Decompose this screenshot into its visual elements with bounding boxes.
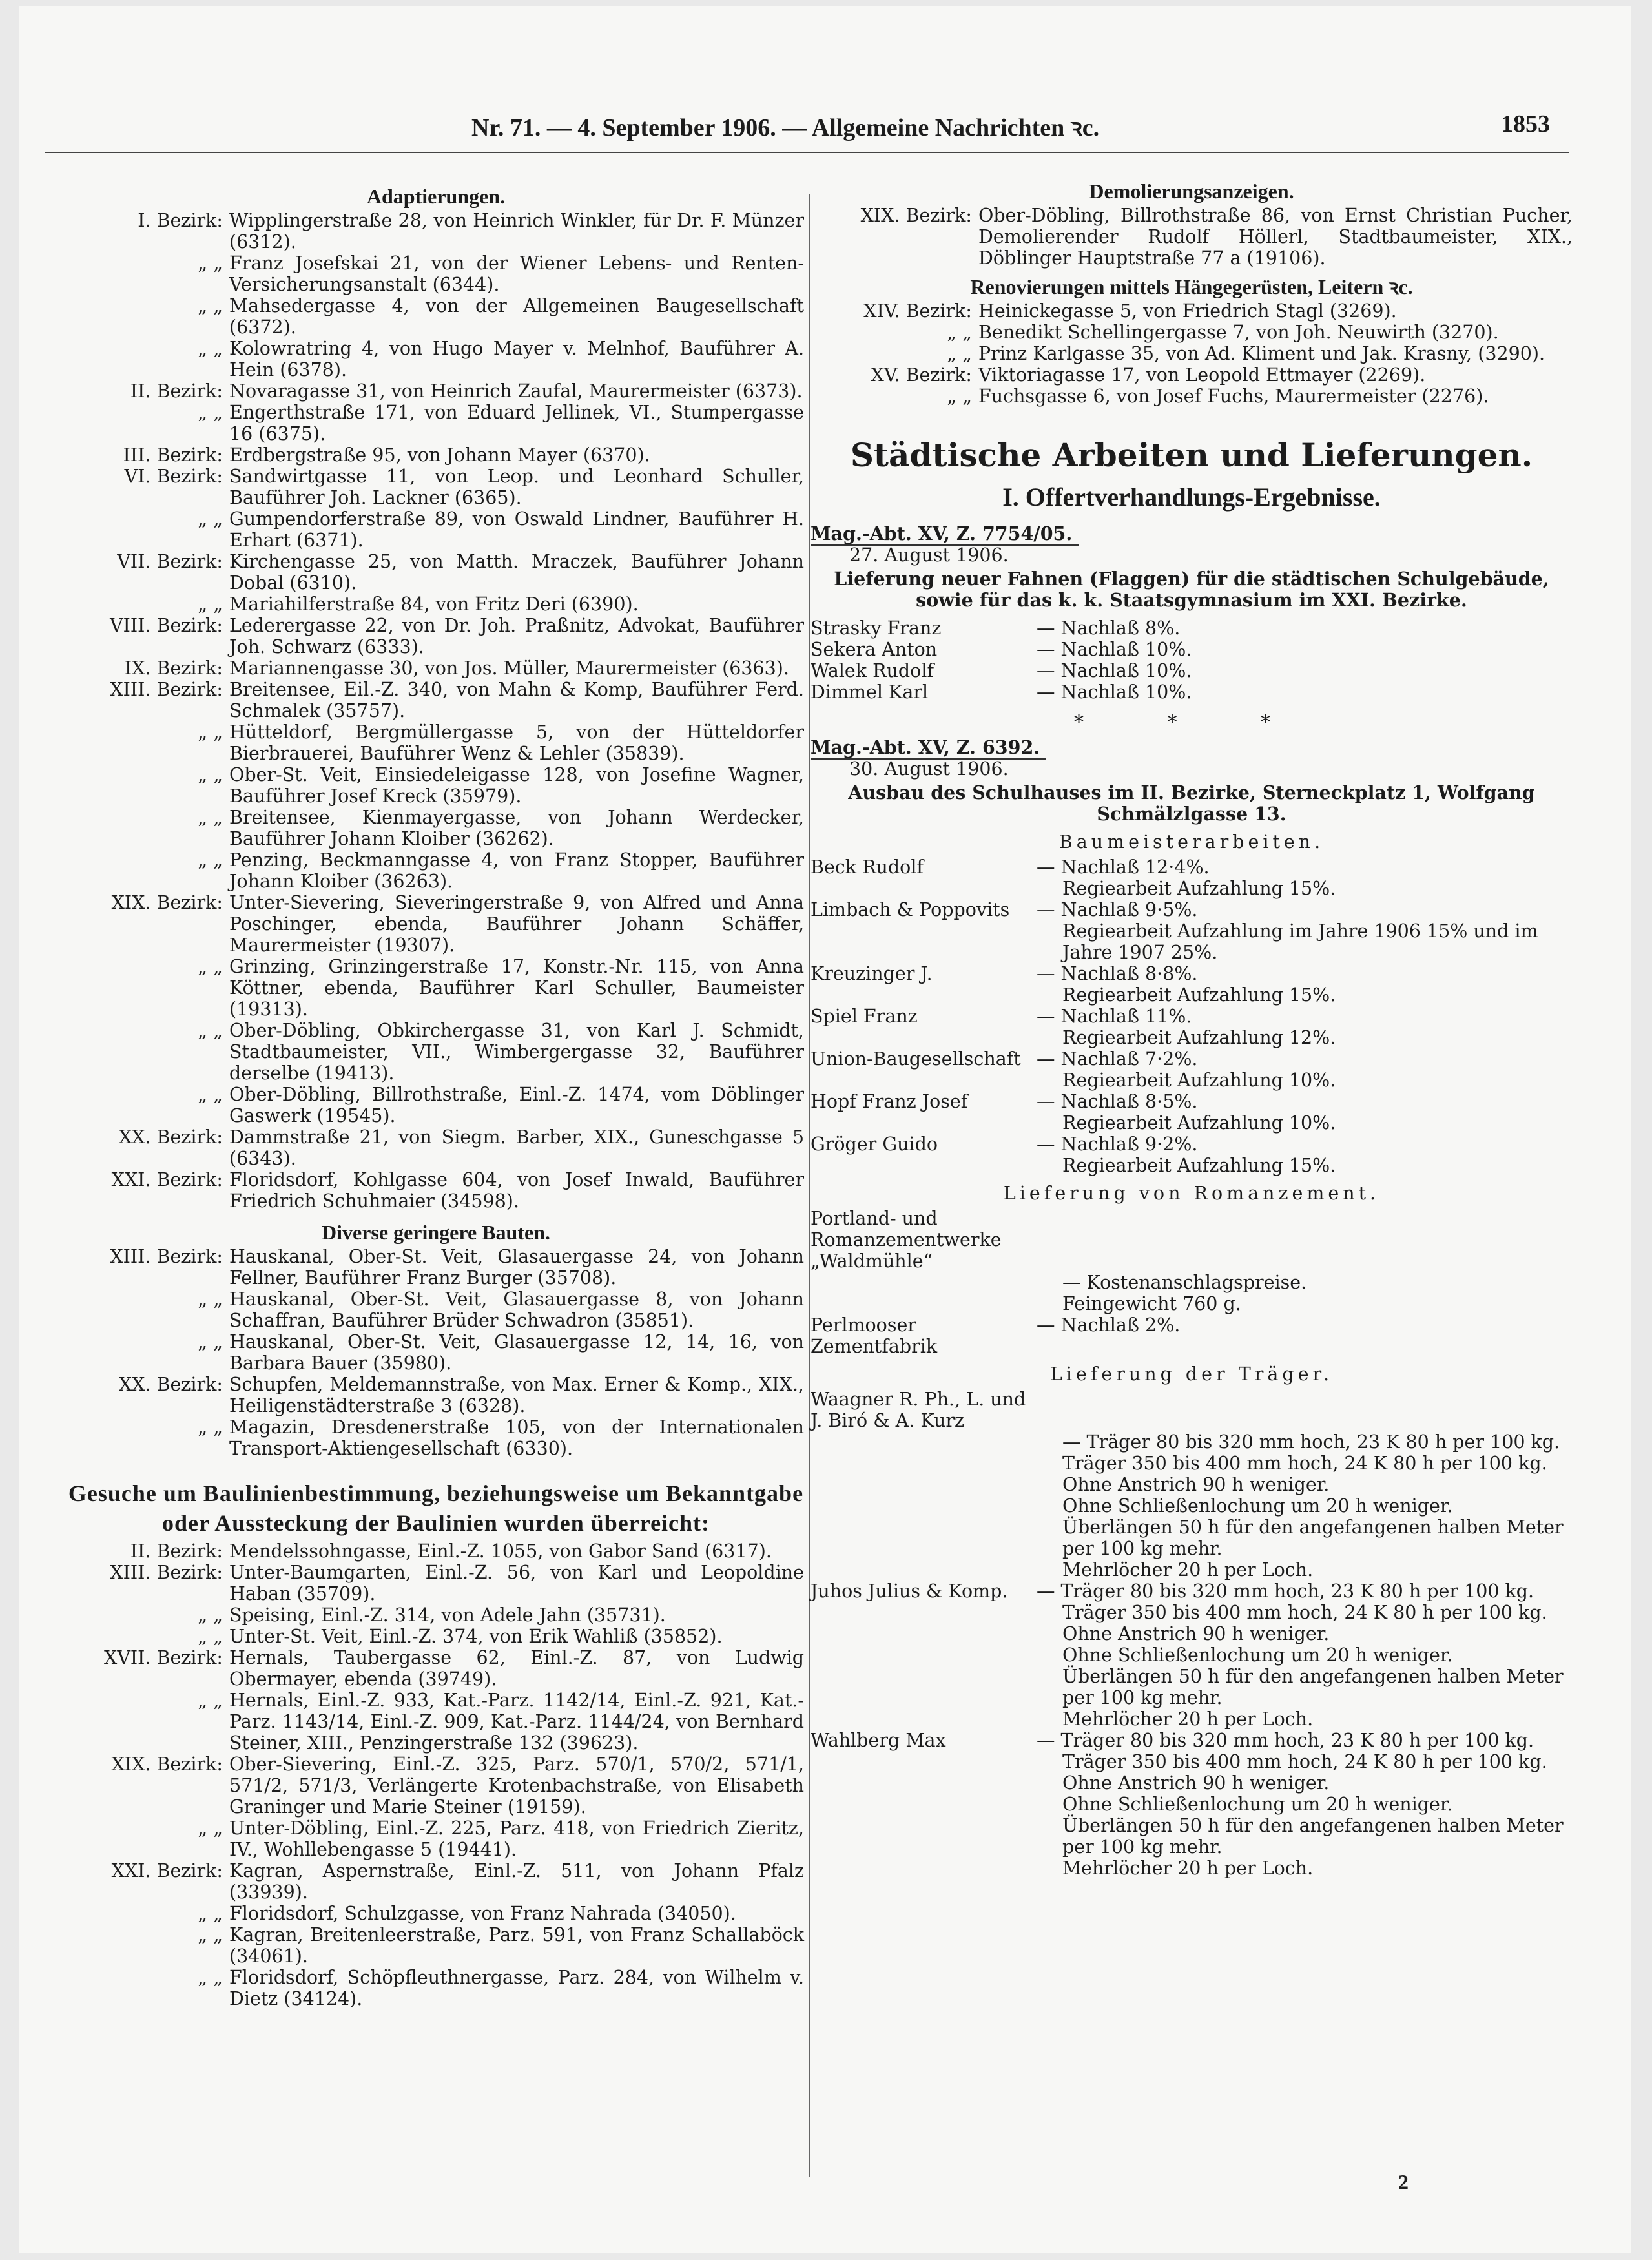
bidder-name: Dimmel Karl <box>811 681 929 703</box>
bidder-name: Perlmooser Zementfabrik <box>811 1314 938 1357</box>
entry-text: Floridsdorf, Schöpfleuthnergasse, Parz. 284, von Wilhelm v. Dietz (34124). <box>229 1967 804 2009</box>
bid-detail: Ohne Anstrich 90 h weniger. <box>1062 1623 1330 1644</box>
bid-value <box>1037 1208 1573 1272</box>
bidder-row <box>811 1208 1573 1272</box>
bidder-row <box>811 660 1573 681</box>
entry-text: Unter-St. Veit, Einl.-Z. 374, von Erik Wahliß (35852). <box>229 1626 723 1647</box>
reference-1-text: Mag.-Abt. XV, Z. 7754/05. <box>811 523 1079 546</box>
subject-1: Lieferung neuer Fahnen (Flaggen) für die städtischen Schulgebäude, sowie für das k. k. Staatsgymnasium im XXI. Bezirke. <box>834 568 1549 611</box>
district-label: XX. Bezirk: <box>118 1126 223 1148</box>
bid-detail: — Träger 80 bis 320 mm hoch, 23 K 80 h per 100 kg. <box>1062 1431 1560 1453</box>
entry-row <box>68 1626 804 1647</box>
bid-detail: Regiearbeit Aufzahlung 15%. <box>1062 1155 1336 1176</box>
entry-text: Franz Josefskai 21, von der Wiener Lebens- und Renten-Versicherungsanstalt (6344). <box>229 253 804 295</box>
district-label: XXI. Bezirk: <box>111 1169 223 1190</box>
entry-text: Hernals, Taubergasse 62, Einl.-Z. 87, von Ludwig Obermayer, ebenda (39749). <box>229 1647 804 1690</box>
district-label: „ „ <box>198 1020 223 1041</box>
entry-text: Dammstraße 21, von Siegm. Barber, XIX., Guneschgasse 5 (6343). <box>229 1126 804 1169</box>
bidder-row <box>811 856 1573 878</box>
district-label: XV. Bezirk: <box>871 364 972 386</box>
header-title: Nr. 71. — 4. September 1906. — Allgemeine Nachrichten ꝛc. <box>471 114 1100 141</box>
bids-1-list <box>811 617 1573 703</box>
entry-text: Ober-Döbling, Billrothstraße, Einl.-Z. 1474, vom Döblinger Gaswerk (19545). <box>229 1084 804 1126</box>
right-column <box>811 180 1573 1879</box>
entry-text: Ober-St. Veit, Einsiedeleigasse 128, von Josefine Wagner, Bauführer Josef Kreck (35979). <box>229 764 804 807</box>
entry-text: Erdbergstraße 95, von Johann Mayer (6370). <box>229 444 650 466</box>
district-label: XXI. Bezirk: <box>111 1860 223 1882</box>
entry-row <box>68 892 804 956</box>
entry-row <box>68 508 804 551</box>
bid-detail: Ohne Schließenlochung um 20 h weniger. <box>1062 1794 1453 1815</box>
entry-row <box>68 1604 804 1626</box>
district-label: „ „ <box>198 508 223 530</box>
entry-row <box>68 466 804 508</box>
bidder-row <box>811 617 1573 639</box>
bid-detail: Regiearbeit Aufzahlung 12%. <box>1062 1027 1336 1048</box>
entry-row <box>811 300 1573 322</box>
bid-value: — Nachlaß 10%. <box>1037 639 1192 660</box>
bidder-name: Hopf Franz Josef <box>811 1091 968 1112</box>
bidder-name: Limbach & Poppovits <box>811 899 1010 920</box>
entry-row <box>811 386 1573 407</box>
separator-stars: * * * <box>1073 711 1310 734</box>
entry-text: Kolowratring 4, von Hugo Mayer v. Melnhof, Bauführer A. Hein (6378). <box>229 338 804 380</box>
bid-detail: Ohne Anstrich 90 h weniger. <box>1062 1772 1330 1794</box>
district-label: „ „ <box>198 1331 223 1353</box>
bidder-row <box>811 1091 1573 1112</box>
bidder-name: Beck Rudolf <box>811 856 924 878</box>
entry-row <box>68 402 804 444</box>
bid-value: — Nachlaß 10%. <box>1037 660 1192 681</box>
bid-value: — Nachlaß 8%. <box>1037 617 1181 639</box>
bid-detail: Mehrlöcher 20 h per Loch. <box>1062 1708 1314 1730</box>
entry-row <box>68 1126 804 1169</box>
traeger-list <box>811 1389 1573 1879</box>
bid-detail: Regiearbeit Aufzahlung 10%. <box>1062 1070 1336 1091</box>
district-label: VIII. Bezirk: <box>110 615 223 636</box>
district-label: „ „ <box>198 1903 223 1924</box>
entry-text: Ober-Sievering, Einl.-Z. 325, Parz. 570/1, 570/2, 571/1, 571/2, 571/3, Verlängerte Krotenbachstraße, von Elisabeth Graninger und Marie Steiner (19159). <box>229 1754 804 1818</box>
bidder-row <box>811 1006 1573 1027</box>
romanzement-list <box>811 1208 1573 1357</box>
section-title-adaptierungen: Adaptierungen. <box>366 185 506 208</box>
entry-text: Schupfen, Meldemannstraße, von Max. Erner & Komp., XIX., Heiligenstädterstraße 3 (6328). <box>229 1374 804 1416</box>
district-label: „ „ <box>198 402 223 423</box>
entry-row <box>68 1647 804 1690</box>
adaptierungen-list <box>68 210 804 1212</box>
entry-row <box>68 210 804 253</box>
entry-row <box>68 1967 804 2009</box>
bid-detail: Regiearbeit Aufzahlung 10%. <box>1062 1112 1336 1134</box>
bid-value: — Nachlaß 11%. <box>1037 1006 1192 1027</box>
bid-detail: Überlängen 50 h für den angefangenen halben Meter per 100 kg mehr. <box>1062 1815 1564 1858</box>
header-rule <box>45 152 1569 161</box>
bid-detail: Ohne Schließenlochung um 20 h weniger. <box>1062 1495 1453 1517</box>
district-label: „ „ <box>198 1416 223 1438</box>
entry-text: Floridsdorf, Schulzgasse, von Franz Nahrada (34050). <box>229 1903 736 1924</box>
bidder-name: Spiel Franz <box>811 1006 918 1027</box>
bidder-row <box>811 963 1573 984</box>
bid-detail: Träger 350 bis 400 mm hoch, 24 K 80 h per 100 kg. <box>1062 1602 1547 1623</box>
entry-text: Unter-Sievering, Sieveringerstraße 9, von Alfred und Anna Poschinger, ebenda, Bauführer Johann Schäffer, Maurermeister (19307). <box>229 892 804 956</box>
entry-row <box>68 721 804 764</box>
district-label: „ „ <box>198 721 223 743</box>
entry-text: Benedikt Schellingergasse 7, von Joh. Neuwirth (3270). <box>978 322 1499 343</box>
entry-text: Magazin, Dresdenerstraße 105, von der Internationalen Transport-Aktiengesellschaft (6330). <box>229 1416 804 1459</box>
entry-row <box>68 1020 804 1084</box>
entry-text: Grinzing, Grinzingerstraße 17, Konstr.-Nr. 115, von Anna Köttner, ebenda, Bauführer Karl Schuller, Baumeister (19313). <box>229 956 804 1020</box>
district-label: „ „ <box>198 1626 223 1647</box>
district-label: III. Bezirk: <box>123 444 223 466</box>
entry-row <box>68 1690 804 1754</box>
column-divider <box>809 194 810 2177</box>
bidder-name: Waagner R. Ph., L. und J. Biró & A. Kurz <box>811 1389 1026 1431</box>
district-label: „ „ <box>947 386 972 407</box>
bidder-name: Gröger Guido <box>811 1134 938 1155</box>
entry-row <box>68 1540 804 1562</box>
district-label: XIX. Bezirk: <box>860 205 972 226</box>
entry-row <box>68 1416 804 1459</box>
gesuche-list <box>68 1540 804 2009</box>
entry-text: Mahsedergasse 4, von der Allgemeinen Baugesellschaft (6372). <box>229 295 804 338</box>
bidder-name: Walek Rudolf <box>811 660 934 681</box>
district-label: „ „ <box>198 253 223 274</box>
district-label: XIX. Bezirk: <box>111 892 223 913</box>
district-label: XIX. Bezirk: <box>111 1754 223 1775</box>
bidder-row <box>811 899 1573 920</box>
district-label: VII. Bezirk: <box>117 551 223 572</box>
bid-value: — Nachlaß 9·2%. <box>1037 1134 1198 1155</box>
district-label: XX. Bezirk: <box>118 1374 223 1395</box>
romanzement-title: Lieferung von Romanzement. <box>1003 1183 1380 1204</box>
bid-detail: Mehrlöcher 20 h per Loch. <box>1062 1559 1314 1581</box>
bidder-name: Portland- und Romanzementwerke „Waldmühle“ <box>811 1208 1002 1272</box>
page-number: 1853 <box>1501 110 1550 138</box>
bidder-row <box>811 1730 1573 1751</box>
entry-row <box>68 807 804 849</box>
entry-row <box>68 849 804 892</box>
entry-text: Sandwirtgasse 11, von Leop. und Leonhard Schuller, Bauführer Joh. Lackner (6365). <box>229 466 804 508</box>
district-label: VI. Bezirk: <box>124 466 223 487</box>
entry-row <box>68 338 804 380</box>
entry-row <box>68 764 804 807</box>
district-label: XIV. Bezirk: <box>863 300 972 322</box>
bids-2-list <box>811 856 1573 1176</box>
entry-row <box>68 551 804 594</box>
bid-value: — Nachlaß 10%. <box>1037 681 1192 703</box>
district-label: „ „ <box>198 956 223 977</box>
entry-row <box>68 1562 804 1604</box>
entry-text: Hauskanal, Ober-St. Veit, Glasauergasse 12, 14, 16, von Barbara Bauer (35980). <box>229 1331 804 1374</box>
entry-text: Viktoriagasse 17, von Leopold Ettmayer (2269). <box>978 364 1426 386</box>
district-label: „ „ <box>198 849 223 871</box>
district-label: „ „ <box>198 1818 223 1839</box>
entry-text: Hernals, Einl.-Z. 933, Kat.-Parz. 1142/14, Einl.-Z. 921, Kat.-Parz. 1143/14, Einl.-Z. 909, Kat.-Parz. 1144/24, von Bernhard Steiner, XIII., Penzingerstraße 132 (39623). <box>229 1690 804 1754</box>
demolierung-list <box>811 205 1573 269</box>
bidder-row <box>811 1048 1573 1070</box>
entry-row <box>68 1246 804 1289</box>
entry-row <box>68 444 804 466</box>
entry-text: Unter-Döbling, Einl.-Z. 225, Parz. 418, von Friedrich Zieritz, IV., Wohllebengasse 5 (19441). <box>229 1818 804 1860</box>
subject-2: Ausbau des Schulhauses im II. Bezirke, Sterneckplatz 1, Wolfgang Schmälzlgasse 13. <box>848 782 1535 825</box>
entry-row <box>811 322 1573 343</box>
district-label: II. Bezirk: <box>130 1540 223 1562</box>
reference-2-text: Mag.-Abt. XV, Z. 6392. <box>811 736 1046 760</box>
entry-row <box>68 1818 804 1860</box>
bid-value: — Nachlaß 12·4%. <box>1037 856 1210 878</box>
entry-text: Prinz Karlgasse 35, von Ad. Kliment und Jak. Krasny, (3290). <box>978 343 1545 364</box>
bid-detail: Überlängen 50 h für den angefangenen halben Meter per 100 kg mehr. <box>1062 1517 1564 1559</box>
entry-row <box>68 1374 804 1416</box>
reference-2 <box>811 737 1573 758</box>
entry-row <box>68 615 804 658</box>
entry-text: Hauskanal, Ober-St. Veit, Glasauergasse 8, von Johann Schaffran, Bauführer Brüder Schwadron (35851). <box>229 1289 804 1331</box>
entry-row <box>68 295 804 338</box>
entry-text: Ober-Döbling, Billrothstraße 86, von Ernst Christian Pucher, Demolierender Rudolf Höllerl, Stadtbaumeister, XIX., Döblinger Hauptstraße 77 a (19106). <box>978 205 1573 269</box>
bid-detail: Regiearbeit Aufzahlung 15%. <box>1062 984 1336 1006</box>
entry-text: Engerthstraße 171, von Eduard Jellinek, VI., Stumpergasse 16 (6375). <box>229 402 804 444</box>
entry-row <box>68 1331 804 1374</box>
district-label: „ „ <box>947 322 972 343</box>
bid-value: — Träger 80 bis 320 mm hoch, 23 K 80 h per 100 kg. <box>1037 1730 1534 1751</box>
bid-detail: Ohne Schließenlochung um 20 h weniger. <box>1062 1644 1453 1666</box>
entry-row <box>811 364 1573 386</box>
entry-text: Kagran, Aspernstraße, Einl.-Z. 511, von Johann Pfalz (33939). <box>229 1860 804 1903</box>
section-title-gesuche: Gesuche um Baulinienbestimmung, beziehungsweise um Bekanntgabe oder Aussteckung der Baulinien wurden überreicht: <box>68 1480 804 1536</box>
entry-row <box>68 658 804 679</box>
district-label: II. Bezirk: <box>130 380 223 402</box>
bidder-name: Union-Baugesellschaft <box>811 1048 1021 1070</box>
baumeister-title: Baumeisterarbeiten. <box>1058 831 1325 853</box>
bidder-row <box>811 1134 1573 1155</box>
district-label: XIII. Bezirk: <box>110 679 223 700</box>
entry-text: Fuchsgasse 6, von Josef Fuchs, Maurermeister (2276). <box>978 386 1489 407</box>
bidder-row <box>811 1581 1573 1602</box>
entry-row <box>68 1084 804 1126</box>
bidder-name: Sekera Anton <box>811 639 938 660</box>
entry-text: Hauskanal, Ober-St. Veit, Glasauergasse 24, von Johann Fellner, Bauführer Franz Burger (35708). <box>229 1246 804 1289</box>
sub-heading: I. Offertverhandlungs-Ergebnisse. <box>1002 482 1381 512</box>
bid-value: — Nachlaß 8·5%. <box>1037 1091 1198 1112</box>
entry-text: Kirchengasse 25, von Matth. Mraczek, Bauführer Johann Dobal (6310). <box>229 551 804 594</box>
district-label: „ „ <box>198 1690 223 1711</box>
reference-1 <box>811 523 1573 544</box>
page-header <box>136 110 1550 149</box>
district-label: XVII. Bezirk: <box>104 1647 223 1668</box>
entry-row <box>68 380 804 402</box>
entry-text: Unter-Baumgarten, Einl.-Z. 56, von Karl und Leopoldine Haban (35709). <box>229 1562 804 1604</box>
bid-value: — Nachlaß 8·8%. <box>1037 963 1198 984</box>
entry-text: Novaragasse 31, von Heinrich Zaufal, Maurermeister (6373). <box>229 380 803 402</box>
district-label: XIII. Bezirk: <box>110 1246 223 1267</box>
district-label: „ „ <box>198 1084 223 1105</box>
entry-row <box>68 594 804 615</box>
entry-text: Floridsdorf, Kohlgasse 604, von Josef Inwald, Bauführer Friedrich Schuhmaier (34598). <box>229 1169 804 1212</box>
bid-value: — Nachlaß 9·5%. <box>1037 899 1198 920</box>
traeger-title: Lieferung der Träger. <box>1049 1363 1334 1385</box>
bidder-row <box>811 1314 1573 1357</box>
district-label: „ „ <box>198 338 223 359</box>
date-2: 30. August 1906. <box>849 758 1009 780</box>
bid-detail: Ohne Anstrich 90 h weniger. <box>1062 1474 1330 1495</box>
district-label: XIII. Bezirk: <box>110 1562 223 1583</box>
bidder-row <box>811 1389 1573 1431</box>
bid-detail: Mehrlöcher 20 h per Loch. <box>1062 1858 1314 1879</box>
document-page <box>19 6 1631 2253</box>
bid-detail: Feingewicht 760 g. <box>1062 1293 1241 1314</box>
district-label: „ „ <box>198 594 223 615</box>
entry-text: Penzing, Beckmanngasse 4, von Franz Stopper, Bauführer Johann Kloiber (36263). <box>229 849 804 892</box>
bid-detail: Träger 350 bis 400 mm hoch, 24 K 80 h per 100 kg. <box>1062 1751 1547 1772</box>
entry-row <box>68 1289 804 1331</box>
entry-text: Wipplingerstraße 28, von Heinrich Winkler, für Dr. F. Münzer (6312). <box>229 210 804 253</box>
entry-text: Speising, Einl.-Z. 314, von Adele Jahn (35731). <box>229 1604 666 1626</box>
sheet-number: 2 <box>1398 2170 1409 2193</box>
district-label: „ „ <box>198 295 223 316</box>
entry-row <box>811 205 1573 269</box>
entry-text: Breitensee, Eil.-Z. 340, von Mahn & Komp, Bauführer Ferd. Schmalek (35757). <box>229 679 804 721</box>
entry-text: Ober-Döbling, Obkirchergasse 31, von Karl J. Schmidt, Stadtbaumeister, VII., Wimbergergasse 32, Bauführer derselbe (19413). <box>229 1020 804 1084</box>
entry-text: Mendelssohngasse, Einl.-Z. 1055, von Gabor Sand (6317). <box>229 1540 772 1562</box>
entry-row <box>68 1754 804 1818</box>
district-label: „ „ <box>198 764 223 785</box>
entry-row <box>68 1924 804 1967</box>
district-label: „ „ <box>198 1289 223 1310</box>
bid-detail: Regiearbeit Aufzahlung im Jahre 1906 15% und im Jahre 1907 25%. <box>1062 920 1538 963</box>
entry-text: Mariannengasse 30, von Jos. Müller, Maurermeister (6363). <box>229 658 789 679</box>
district-label: IX. Bezirk: <box>124 658 223 679</box>
entry-text: Lederergasse 22, von Dr. Joh. Praßnitz, Advokat, Bauführer Joh. Schwarz (6333). <box>229 615 804 658</box>
entry-text: Gumpendorferstraße 89, von Oswald Lindner, Bauführer H. Erhart (6371). <box>229 508 804 551</box>
bidder-name: Juhos Julius & Komp. <box>811 1581 1008 1602</box>
section-title-demolierung: Demolierungsanzeigen. <box>1089 180 1294 203</box>
bid-value <box>1037 1389 1573 1431</box>
bidder-row <box>811 639 1573 660</box>
entry-row <box>68 1903 804 1924</box>
entry-row <box>68 1860 804 1903</box>
entry-row <box>68 956 804 1020</box>
entry-text: Breitensee, Kienmayergasse, von Johann Werdecker, Bauführer Johann Kloiber (36262). <box>229 807 804 849</box>
district-label: „ „ <box>198 1967 223 1988</box>
renovierung-list <box>811 300 1573 407</box>
bidder-name: Wahlberg Max <box>811 1730 946 1751</box>
entry-row <box>68 1169 804 1212</box>
entry-text: Mariahilferstraße 84, von Fritz Deri (6390). <box>229 594 639 615</box>
section-title-renovierung: Renovierungen mittels Hängegerüsten, Leitern ꝛc. <box>970 275 1413 298</box>
bid-value: — Nachlaß 2%. <box>1037 1314 1181 1336</box>
diverse-list <box>68 1246 804 1459</box>
bid-detail: Regiearbeit Aufzahlung 15%. <box>1062 878 1336 899</box>
left-column <box>68 180 804 2009</box>
district-label: I. Bezirk: <box>138 210 223 231</box>
entry-text: Heinickegasse 5, von Friedrich Stagl (3269). <box>978 300 1397 322</box>
bid-detail: Überlängen 50 h für den angefangenen halben Meter per 100 kg mehr. <box>1062 1666 1564 1708</box>
bidder-row <box>811 681 1573 703</box>
entry-row <box>68 253 804 295</box>
bid-detail: — Kostenanschlagspreise. <box>1062 1272 1307 1293</box>
section-title-diverse: Diverse geringere Bauten. <box>322 1221 550 1244</box>
district-label: „ „ <box>198 1604 223 1626</box>
district-label: „ „ <box>198 807 223 828</box>
bid-value: — Nachlaß 7·2%. <box>1037 1048 1198 1070</box>
main-heading: Städtische Arbeiten und Lieferungen. <box>850 436 1533 474</box>
bidder-name: Kreuzinger J. <box>811 963 933 984</box>
bid-detail: Träger 350 bis 400 mm hoch, 24 K 80 h per 100 kg. <box>1062 1453 1547 1474</box>
district-label: „ „ <box>947 343 972 364</box>
entry-row <box>811 343 1573 364</box>
entry-text: Hütteldorf, Bergmüllergasse 5, von der Hütteldorfer Bierbrauerei, Bauführer Wenz & Lehler (35839). <box>229 721 804 764</box>
bid-value: — Träger 80 bis 320 mm hoch, 23 K 80 h per 100 kg. <box>1037 1581 1534 1602</box>
district-label: „ „ <box>198 1924 223 1945</box>
date-1: 27. August 1906. <box>849 544 1009 566</box>
bidder-name: Strasky Franz <box>811 617 942 639</box>
entry-text: Kagran, Breitenleerstraße, Parz. 591, von Franz Schallaböck (34061). <box>229 1924 804 1967</box>
entry-row <box>68 679 804 721</box>
